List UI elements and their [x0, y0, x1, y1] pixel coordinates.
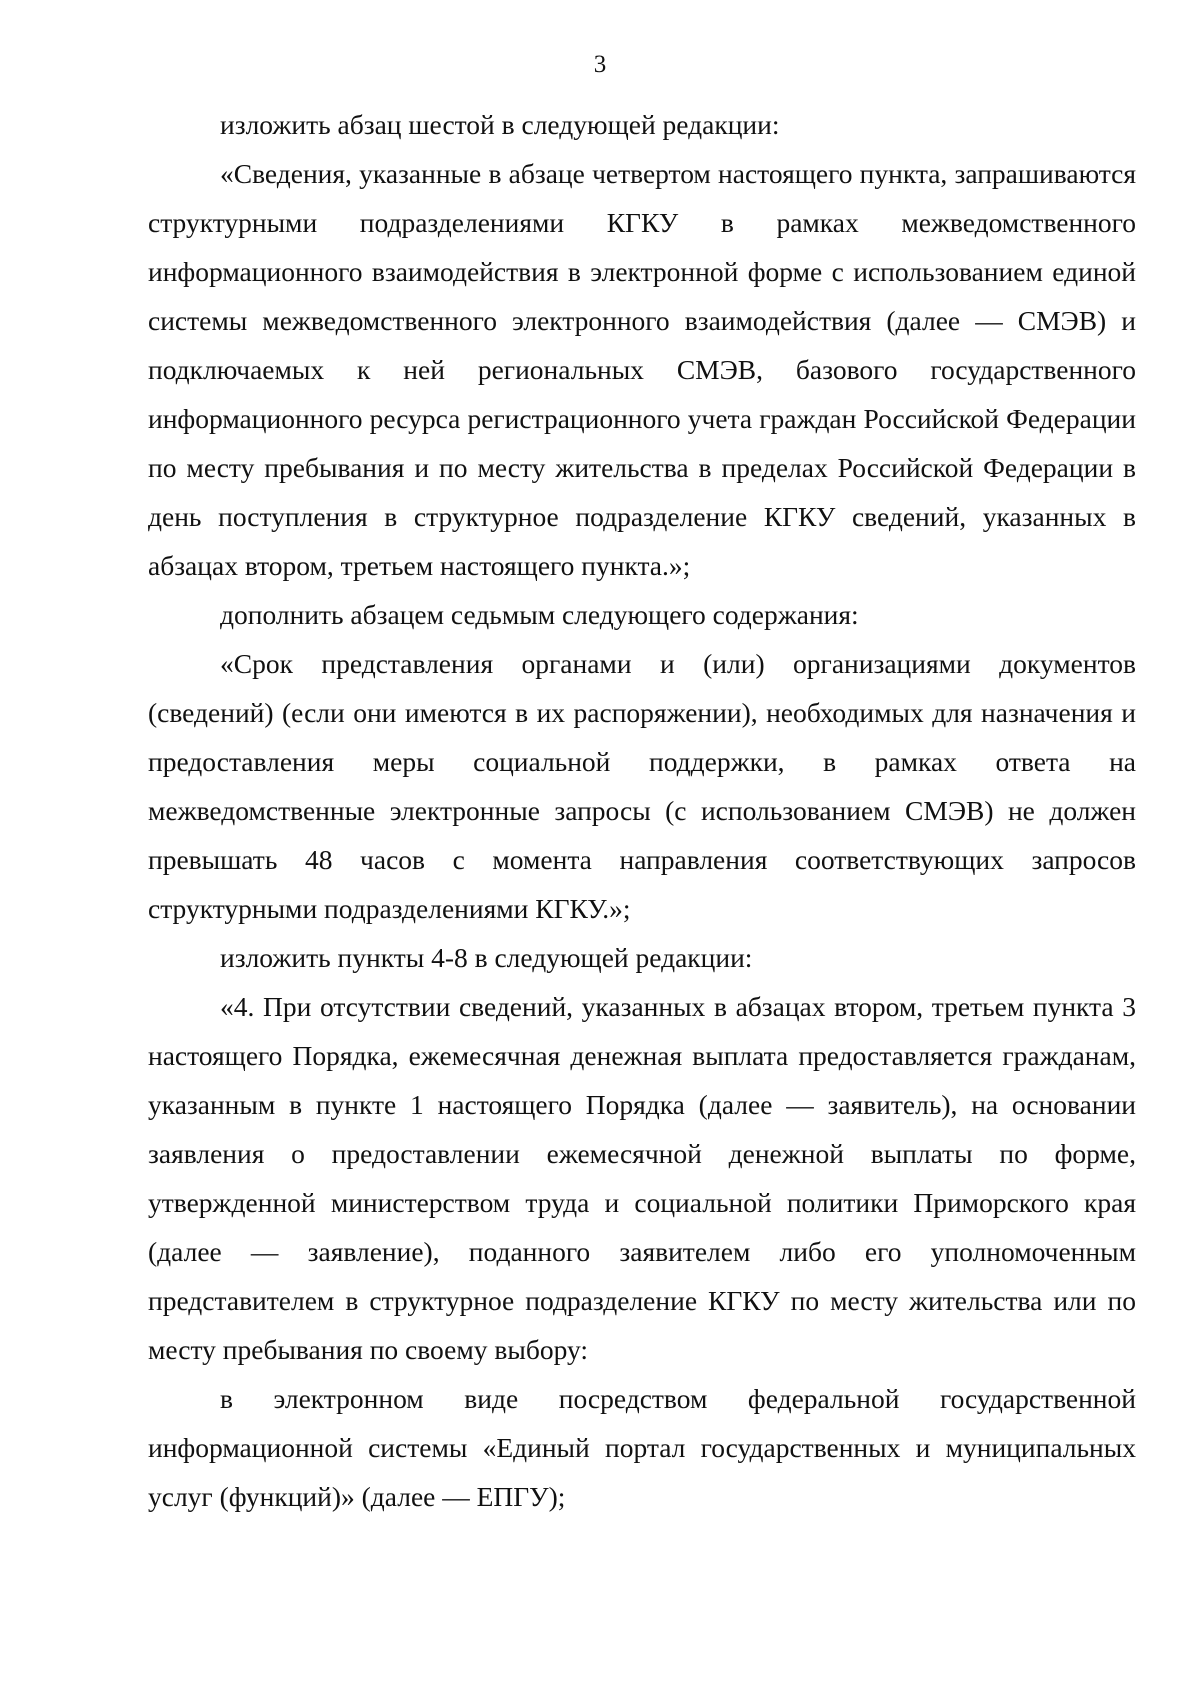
paragraph-instruction-abzac-7: дополнить абзацем седьмым следующего содержания: [220, 599, 859, 630]
paragraph-svedeniya: «Сведения, указанные в абзаце четвертом настоящего пункта, запрашиваются структурными подразделениями КГКУ в рамках межведомственного информационного взаимодействия в электронной форме с использованием единой системы межведомственного электронного взаимодействия (далее — СМЭВ) и подключаемых к ней региональных СМЭВ, базового государственного информационного ресурса регистрационного учета граждан Российской Федерации по месту пребывания и по месту жительства в пределах Российской Федерации в день поступления в структурное подразделение КГКУ сведений, указанных в абзацах втором, третьем настоящего пункта.»; [148, 158, 1136, 581]
page-number: 3 [593, 51, 607, 78]
document-body [148, 100, 1136, 1521]
paragraph-instruction-punkty-4-8: изложить пункты 4-8 в следующей редакции: [220, 942, 753, 973]
paragraph-instruction-abzac-6: изложить абзац шестой в следующей редакции: [220, 109, 780, 140]
paragraph-srok-predstavleniya: «Срок представления органами и (или) организациями документов (сведений) (если они имеются в их распоряжении), необходимых для назначения и предоставления меры социальной поддержки, в рамках ответа на межведомственные электронные запросы (с использованием СМЭВ) не должен превышать 48 часов с момента направления соответствующих запросов структурными подразделениями КГКУ.»; [148, 648, 1136, 924]
paragraph-punkt-4: «4. При отсутствии сведений, указанных в абзацах втором, третьем пункта 3 настоящего Порядка, ежемесячная денежная выплата предоставляется гражданам, указанным в пункте 1 настоящего Порядка (далее — заявитель), на основании заявления о предоставлении ежемесячной денежной выплаты по форме, утвержденной министерством труда и социальной политики Приморского края (далее — заявление), поданного заявителем либо его уполномоченным представителем в структурное подразделение КГКУ по месту жительства или по месту пребывания по своему выбору: [148, 991, 1136, 1365]
paragraph-epgu: в электронном виде посредством федеральной государственной информационной системы «Единый портал государственных и муниципальных услуг (функций)» (далее — ЕПГУ); [148, 1383, 1136, 1512]
